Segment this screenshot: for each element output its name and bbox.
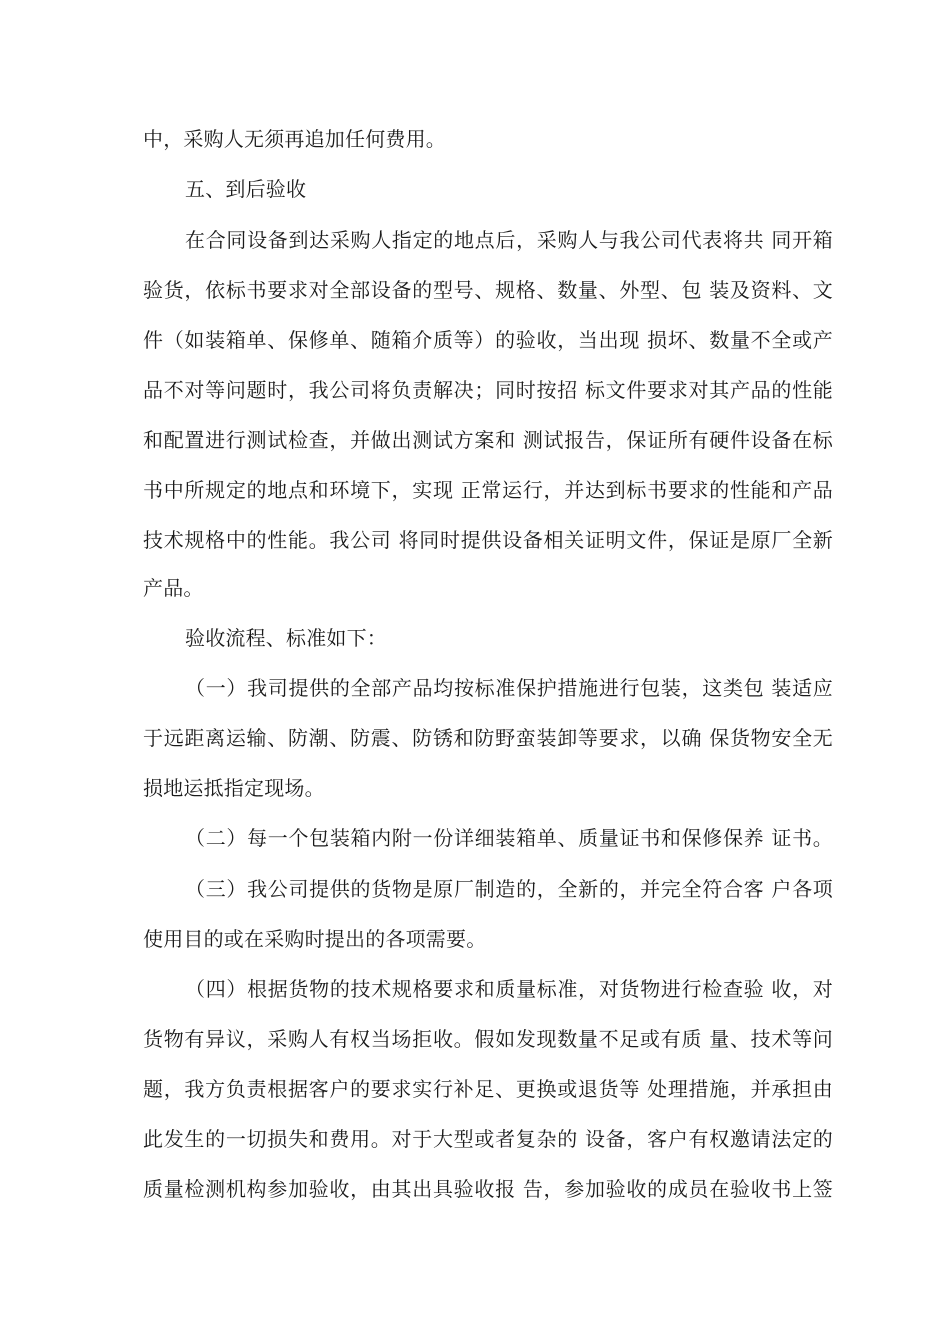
section-heading: 五、到后验收 — [185, 177, 307, 201]
text-line: 产品。 — [143, 576, 204, 600]
text-line: （三）我公司提供的货物是原厂制造的，全新的，并完全符合客 户各项 — [185, 877, 833, 901]
text-line: 验收流程、标准如下： — [185, 626, 387, 650]
text-line: 验货，依标书要求对全部设备的型号、规格、数量、外型、包 装及资料、文 — [143, 278, 833, 302]
text-line: 使用目的或在采购时提出的各项需要。 — [143, 927, 487, 951]
text-line: （一）我司提供的全部产品均按标准保护措施进行包装，这类包 装适应 — [185, 676, 833, 700]
text-line: 品不对等问题时，我公司将负责解决；同时按招 标文件要求对其产品的性能 — [143, 378, 833, 402]
text-line: 和配置进行测试检查，并做出测试方案和 测试报告，保证所有硬件设备在标 — [143, 428, 833, 452]
text-line: 技术规格中的性能。我公司 将同时提供设备相关证明文件，保证是原厂全新 — [143, 528, 833, 552]
text-line: 书中所规定的地点和环境下，实现 正常运行，并达到标书要求的性能和产品 — [143, 478, 833, 502]
text-line: 件（如装箱单、保修单、随箱介质等）的验收，当出现 损坏、数量不全或产 — [143, 328, 833, 352]
text-line: 中，采购人无须再追加任何费用。 — [143, 127, 446, 151]
text-line: 于远距离运输、防潮、防震、防锈和防野蛮装卸等要求，以确 保货物安全无 — [143, 726, 833, 750]
text-line: 此发生的一切损失和费用。对于大型或者复杂的 设备，客户有权邀请法定的 — [143, 1127, 833, 1151]
text-line: 损地运抵指定现场。 — [143, 776, 325, 800]
text-line: （二）每一个包装箱内附一份详细装箱单、质量证书和保修保养 证书。 — [185, 826, 833, 850]
text-line: 在合同设备到达采购人指定的地点后，采购人与我公司代表将共 同开箱 — [185, 228, 833, 252]
text-line: 质量检测机构参加验收，由其出具验收报 告，参加验收的成员在验收书上签 — [143, 1177, 833, 1201]
text-line: 题，我方负责根据客户的要求实行补足、更换或退货等 处理措施，并承担由 — [143, 1077, 833, 1101]
text-line: （四）根据货物的技术规格要求和质量标准，对货物进行检查验 收，对 — [185, 977, 833, 1001]
text-line: 货物有异议，采购人有权当场拒收。假如发现数量不足或有质 量、技术等问 — [143, 1027, 833, 1051]
